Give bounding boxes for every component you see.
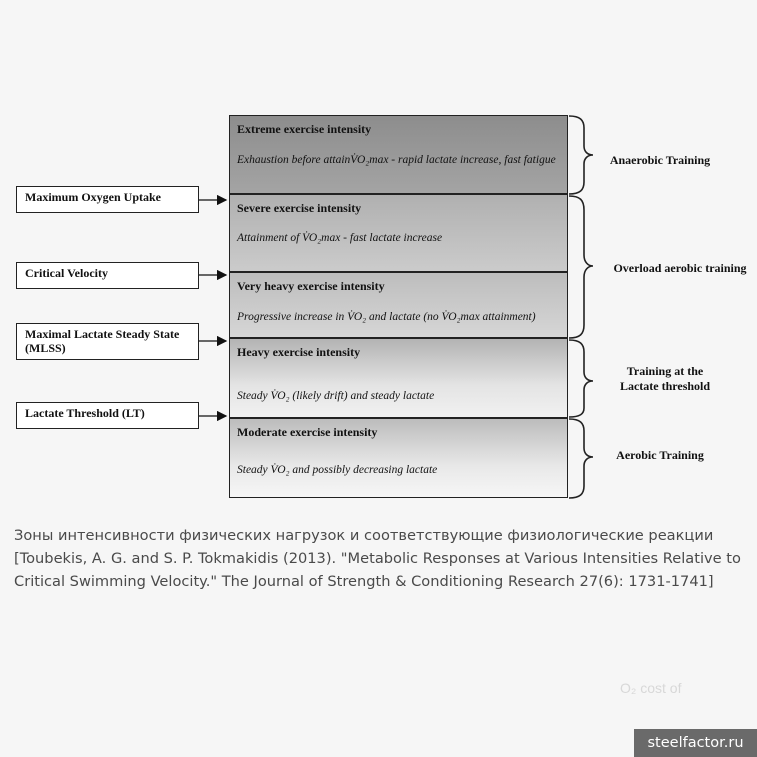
zone-description: Steady V̇O₂ (likely drift) and steady lactate: [237, 390, 435, 402]
bracket-overload: [569, 196, 593, 338]
zone-description: Steady V̇O₂ and possibly decreasing lactate: [237, 464, 438, 476]
bracket-anaerobic: [569, 116, 593, 194]
zone-description: Attainment of V̇O₂max - fast lactate increase: [237, 232, 443, 244]
bracket-aerobic: [569, 419, 593, 498]
threshold-max-oxygen-uptake: Maximum Oxygen Uptake: [16, 186, 199, 213]
threshold-critical-velocity: Critical Velocity: [16, 262, 199, 289]
zone-description: Exhaustion before attainV̇O₂max - rapid lactate increase, fast fatigue: [237, 154, 556, 166]
zone-title: Very heavy exercise intensity: [237, 279, 385, 293]
label-overload-aerobic-training: Overload aerobic training: [613, 261, 747, 275]
label-aerobic-training: Aerobic Training: [616, 448, 704, 462]
label-anaerobic-training: Anaerobic Training: [609, 153, 711, 167]
figure-caption: Зоны интенсивности физических нагрузок и соответствующие физиологические реакции [Toubekis, A. G. and S. P. Tokmakidis (2013). "Metabolic Responses at Various Intensities Relative to Critical Swimming Velocity." The Journal of Strength & Conditioning Research 27(6): 1731-1741]: [14, 527, 741, 590]
zone-title: Heavy exercise intensity: [237, 345, 361, 359]
zone-title: Severe exercise intensity: [237, 201, 362, 215]
threshold-mlss: Maximal Lactate Steady State (MLSS): [16, 323, 199, 360]
threshold-lactate: Lactate Threshold (LT): [16, 402, 199, 429]
zone-title: Extreme exercise intensity: [237, 122, 372, 136]
label-training-at-lactate-threshold: Training at the Lactate threshold: [619, 364, 711, 393]
bracket-threshold: [569, 340, 593, 417]
watermark-label: steelfactor.ru: [634, 729, 757, 757]
zone-description: Progressive increase in V̇O₂ and lactate (no V̇O₂max attainment): [237, 311, 536, 323]
zone-title: Moderate exercise intensity: [237, 425, 378, 439]
faint-footer-text: O₂ cost of: [620, 680, 682, 696]
